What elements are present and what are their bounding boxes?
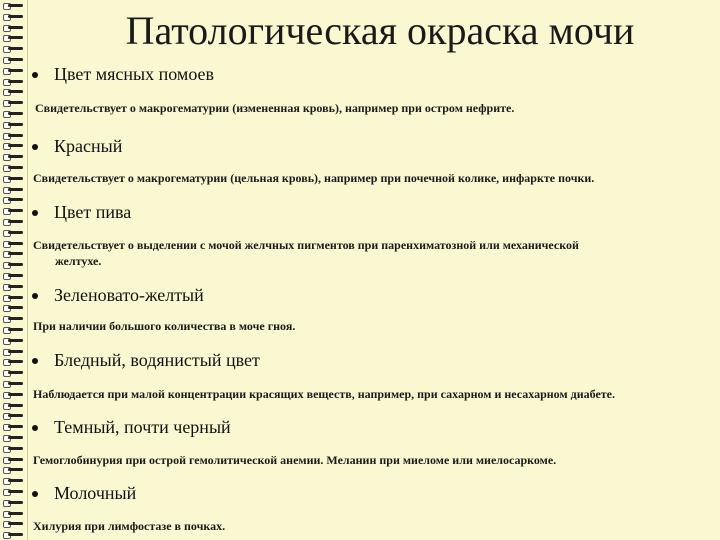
binding-ring [3, 423, 23, 430]
binding-ring [3, 510, 23, 517]
item-note: Свидетельствует о выделении с мочой желчных пигментов при паренхиматозной или механической [33, 238, 579, 252]
binding-ring [3, 175, 23, 182]
item-note: Гемоглобинурия при острой гемолитической анемии. Меланин при миеломе или миелосаркоме. [33, 453, 557, 467]
item-note: Хилурия при лимфостазе в почках. [33, 519, 226, 533]
binding-ring [3, 56, 23, 63]
binding-ring [3, 196, 23, 203]
binding-ring [3, 337, 23, 344]
binding-ring [3, 78, 23, 85]
bullet-icon [32, 210, 38, 216]
binding-ring [3, 434, 23, 441]
item-note: При наличии большого количества в моче гноя. [33, 319, 296, 333]
bullet-icon [32, 491, 38, 497]
binding-ring [3, 250, 23, 257]
bullet-icon [32, 293, 38, 299]
binding-ring [3, 272, 23, 279]
page-title: Патологическая окраска мочи [125, 8, 635, 53]
bullet-icon [32, 425, 38, 431]
item-label: Бледный, водянистый цвет [54, 350, 260, 370]
binding-ring [3, 488, 23, 495]
binding-ring [3, 477, 23, 484]
binding-ring [3, 99, 23, 106]
binding-ring [3, 2, 23, 9]
binding-ring [3, 34, 23, 41]
binding-ring [3, 283, 23, 290]
item-note: Наблюдается при малой концентрации красящих веществ, например, при сахарном и несахарном диабете. [33, 387, 615, 401]
binding-ring [3, 326, 23, 333]
binding-ring [3, 186, 23, 193]
item-label: Красный [54, 136, 123, 156]
binding-ring [3, 294, 23, 301]
binding-ring [3, 391, 23, 398]
binding-ring [3, 445, 23, 452]
binding-ring [3, 412, 23, 419]
binding-ring [3, 499, 23, 506]
binding-ring [3, 240, 23, 247]
binding-ring [3, 110, 23, 117]
binding-ring [3, 261, 23, 268]
spiral-binding [0, 0, 26, 540]
binding-ring [3, 142, 23, 149]
bullet-icon [32, 144, 38, 150]
bullet-icon [32, 72, 38, 78]
binding-ring [3, 132, 23, 139]
binding-ring [3, 45, 23, 52]
binding-ring [3, 304, 23, 311]
binding-ring [3, 531, 23, 538]
binding-ring [3, 207, 23, 214]
item-label: Зеленовато-желтый [54, 285, 204, 305]
item-label: Цвет пива [54, 202, 132, 222]
item-label: Цвет мясных помоев [54, 64, 215, 84]
item-label: Темный, почти черный [54, 417, 231, 437]
binding-ring [3, 358, 23, 365]
binding-ring [3, 315, 23, 322]
item-note: Свидетельствует о макрогематурии (цельная кровь), например при почечной колике, инфаркте почки. [33, 171, 595, 185]
page-edge [27, 0, 28, 540]
binding-ring [3, 466, 23, 473]
item-note-continuation: желтухе. [55, 254, 102, 268]
binding-ring [3, 121, 23, 128]
binding-ring [3, 218, 23, 225]
binding-ring [3, 24, 23, 31]
binding-ring [3, 369, 23, 376]
binding-ring [3, 520, 23, 527]
item-note: Свидетельствует о макрогематурии (измененная кровь), например при остром нефрите. [35, 101, 515, 115]
binding-ring [3, 88, 23, 95]
binding-ring [3, 402, 23, 409]
binding-ring [3, 153, 23, 160]
binding-ring [3, 380, 23, 387]
binding-ring [3, 348, 23, 355]
binding-ring [3, 67, 23, 74]
item-label: Молочный [54, 483, 137, 503]
binding-ring [3, 13, 23, 20]
binding-ring [3, 164, 23, 171]
bullet-icon [32, 358, 38, 364]
binding-ring [3, 456, 23, 463]
binding-ring [3, 229, 23, 236]
